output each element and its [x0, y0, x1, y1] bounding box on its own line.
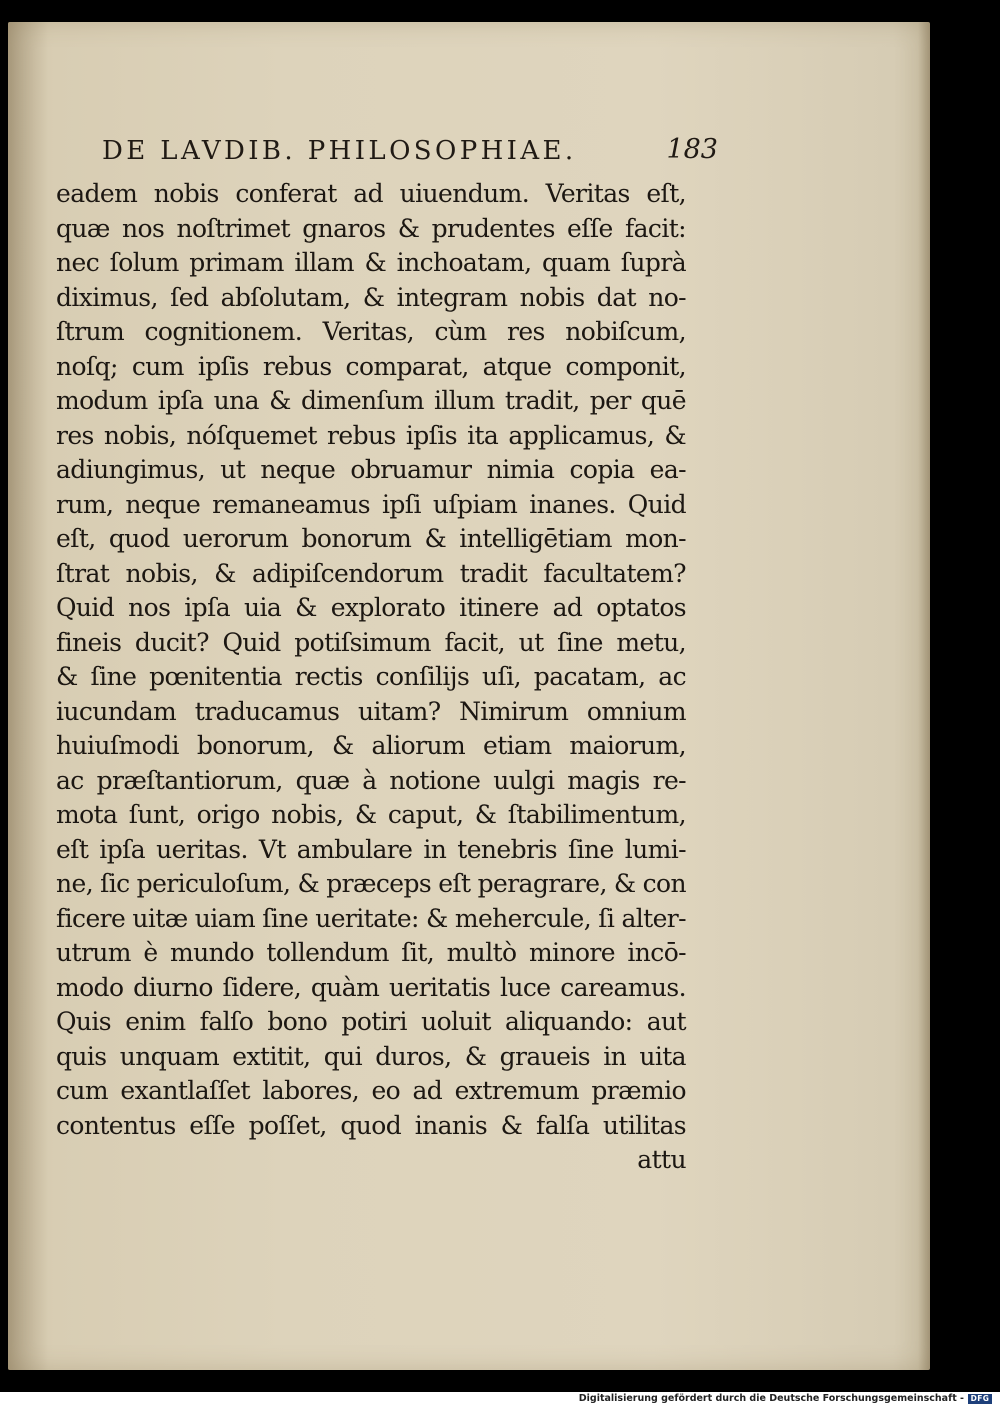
text-line: rum, neque remaneamus ipſi uſpiam inanes. Quid — [56, 489, 686, 519]
text-line: ficere uitæ uiam ſine ueritate: & mehercule, ſi alter- — [56, 903, 686, 933]
dfg-logo: DFG — [968, 1394, 992, 1404]
text-line: nec ſolum primam illam & inchoatam, quam ſuprà — [56, 248, 686, 277]
text-line: quæ nos noſtrimet gnaros & prudentes eſſe facit: — [56, 213, 686, 243]
text-line: quis unquam extitit, qui duros, & graueis in uita — [56, 1041, 686, 1071]
text-line: modum ipſa una & dimenſum illum tradit, per quē — [56, 386, 686, 415]
text-line: modo diurno ſidere, quàm ueritatis luce careamus. — [56, 972, 686, 1002]
page-header — [102, 134, 718, 176]
text-line: ne, ſic periculoſum, & præceps eſt peragrare, & con — [56, 869, 686, 898]
text-line: fineis ducit? Quid potiſsimum facit, ut ſine metu, — [56, 627, 686, 657]
text-line: diximus, ſed abſolutam, & integram nobis dat no- — [56, 282, 686, 312]
text-line: ſtrum cognitionem. Veritas, cùm res nobiſcum, — [56, 317, 686, 346]
text-line: huiuſmodi bonorum, & aliorum etiam maiorum, — [56, 731, 686, 760]
catchword: attu — [637, 1145, 686, 1174]
page-number: 183 — [666, 134, 718, 165]
text-line: noſq; cum ipſis rebus comparat, atque componit, — [56, 351, 686, 381]
text-line: eadem nobis conferat ad uiuendum. Veritas eſt, — [56, 179, 686, 208]
text-line: utrum è mundo tollendum ſit, multò minore incō- — [56, 938, 686, 967]
text-line: & ſine pœnitentia rectis conſilijs uſi, pacatam, ac — [56, 662, 686, 691]
book-page — [8, 22, 930, 1370]
text-line: eſt ipſa ueritas. Vt ambulare in tenebris ſine lumi- — [56, 834, 686, 864]
text-line: ac præſtantiorum, quæ à notione uulgi magis re- — [56, 765, 686, 795]
text-line: Quid nos ipſa uia & explorato itinere ad optatos — [56, 593, 686, 622]
text-line: ſtrat nobis, & adipiſcendorum tradit facultatem? — [56, 558, 686, 588]
text-line: iucundam traducamus uitam? Nimirum omnium — [56, 696, 686, 726]
text-line: Quis enim falſo bono potiri uoluit aliquando: aut — [56, 1007, 686, 1036]
footer-bar — [0, 1392, 1000, 1406]
text-line: adiungimus, ut neque obruamur nimia copia ea- — [56, 455, 686, 484]
text-line: mota ſunt, origo nobis, & caput, & ſtabilimentum, — [56, 800, 686, 829]
text-line: res nobis, nóſquemet rebus ipſis ita applicamus, & — [56, 420, 686, 450]
text-line: eſt, quod uerorum bonorum & intelligētiam mon- — [56, 524, 686, 553]
running-head: DE LAVDIB. PHILOSOPHIAE. — [102, 136, 577, 166]
text-line: cum exantlaſſet labores, eo ad extremum præmio — [56, 1076, 686, 1105]
body-text — [56, 177, 686, 1178]
text-line: contentus eſſe poſſet, quod inanis & falſa utilitas — [56, 1110, 686, 1140]
funding-credit: Digitalisierung gefördert durch die Deutsche Forschungsgemeinschaft - — [578, 1393, 964, 1404]
